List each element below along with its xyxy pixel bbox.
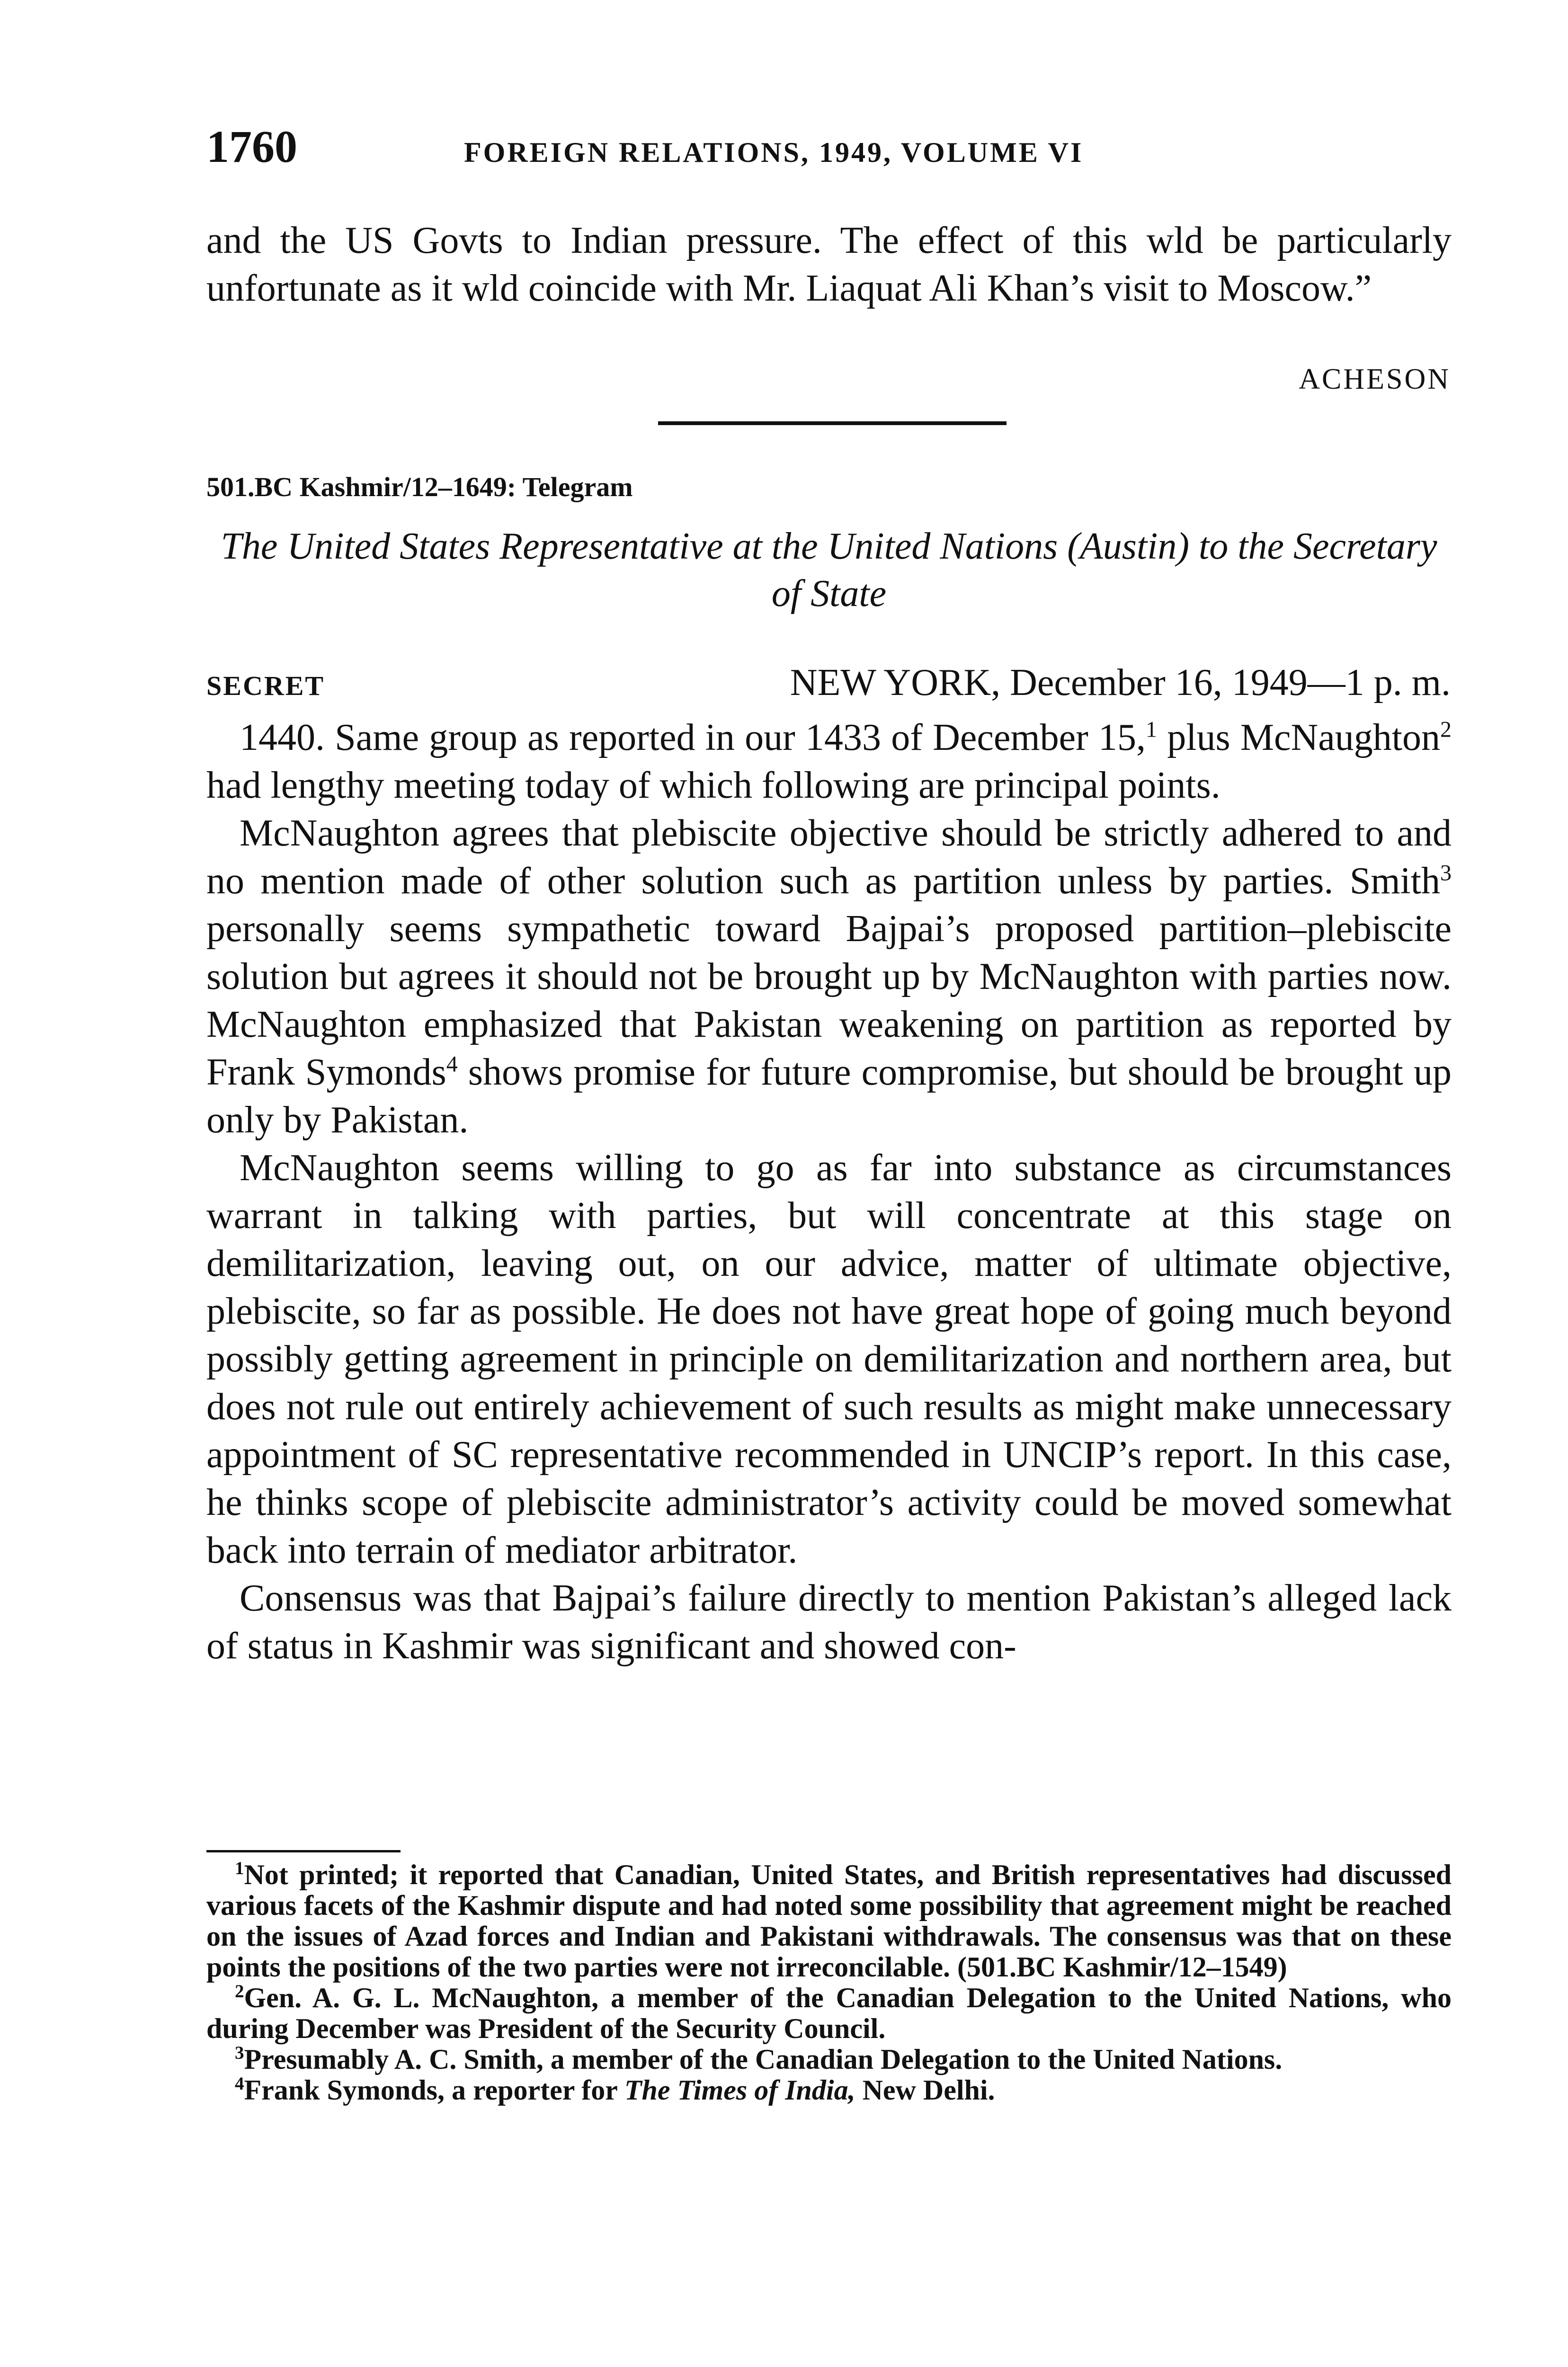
footnote-text: New Delhi. bbox=[855, 2074, 995, 2106]
footnote-text: Not printed; it reported that Canadian, United States, and British representatives had discussed various facets of the Kashmir dispute and had noted some possibility that agreement might be reached on the issues of Azad forces and Indian and Pakistani withdrawals. The consensus was that on these points the positions of the two parties were not irreconcilable. (501.BC Kashmir/12–1549) bbox=[206, 1859, 1452, 1983]
footnote-ref-4: 4 bbox=[446, 1051, 458, 1077]
footnotes bbox=[206, 1860, 1452, 2106]
signature: ACHESON bbox=[1299, 363, 1451, 395]
file-reference: 501.BC Kashmir/12–1649: Telegram bbox=[206, 472, 633, 502]
running-head: FOREIGN RELATIONS, 1949, VOLUME VI bbox=[464, 137, 1084, 168]
footnote-text: Gen. A. G. L. McNaughton, a member of the Canadian Delegation to the United Nations, who during December was President of the Security Council. bbox=[206, 1982, 1452, 2044]
paragraph-1 bbox=[206, 714, 1452, 810]
footnote-4 bbox=[206, 2075, 1452, 2106]
footnote-3 bbox=[206, 2044, 1452, 2075]
footnote-marker: 2 bbox=[235, 1981, 244, 2002]
footnote-marker: 4 bbox=[235, 2073, 244, 2094]
footnote-2 bbox=[206, 1983, 1452, 2044]
footnote-1 bbox=[206, 1860, 1452, 1983]
paragraph-2 bbox=[206, 810, 1452, 1144]
footnote-text: Frank Symonds, a reporter for bbox=[244, 2074, 624, 2106]
paragraph-2-text-c: shows promise for future compromise, but should be brought up only by Pakistan. bbox=[206, 1051, 1452, 1141]
paragraph-4: Consensus was that Bajpai’s failure directly to mention Pakistan’s alleged lack of status in Kashmir was significant and showed con- bbox=[206, 1577, 1452, 1667]
footnote-divider bbox=[206, 1850, 401, 1852]
paragraph-2-text-b: personally seems sympathetic toward Bajpai’s proposed partition–plebiscite solution but agrees it should not be brought up by McNaughton with parties now. McNaughton emphasized that Pakistan weakening on partition as reported by Frank Symonds bbox=[206, 908, 1452, 1093]
footnote-ref-3: 3 bbox=[1440, 860, 1452, 886]
continuation-paragraph bbox=[206, 217, 1452, 312]
footnote-marker: 1 bbox=[235, 1858, 244, 1878]
continuation-text: and the US Govts to Indian pressure. The effect of this wld be particularly unfortunate as it wld coincide with Mr. Liaquat Ali Khan’s visit to Moscow.” bbox=[206, 220, 1452, 309]
classification-label: SECRET bbox=[206, 670, 325, 701]
document-heading: The United States Representative at the United Nations (Austin) to the Secretary of State bbox=[221, 525, 1437, 614]
footnote-text: Presumably A. C. Smith, a member of the Canadian Delegation to the United Nations. bbox=[244, 2044, 1283, 2075]
paragraph-1-text-b: plus McNaughton bbox=[1157, 717, 1440, 758]
paragraph-1-text-c: had lengthy meeting today of which following are principal points. bbox=[206, 765, 1221, 806]
publication-title: The Times of India, bbox=[624, 2074, 855, 2106]
page-number: 1760 bbox=[206, 121, 297, 172]
dateline: NEW YORK, December 16, 1949—1 p. m. bbox=[790, 662, 1451, 703]
footnote-ref-2: 2 bbox=[1440, 717, 1452, 742]
paragraph-1-text-a: 1440. Same group as reported in our 1433 of December 15, bbox=[240, 717, 1146, 758]
paragraph-2-text-a: McNaughton agrees that plebiscite objective should be strictly adhered to and no mention made of other solution such as partition unless by parties. Smith bbox=[206, 812, 1452, 902]
telegram-body bbox=[206, 714, 1452, 1670]
footnote-ref-1: 1 bbox=[1146, 717, 1158, 742]
footnote-marker: 3 bbox=[235, 2043, 244, 2063]
section-divider bbox=[658, 421, 1007, 425]
paragraph-3: McNaughton seems willing to go as far into substance as circumstances warrant in talking with parties, but will concentrate at this stage on demilitarization, leaving out, on our advice, matter of ultimate objective, plebiscite, so far as possible. He does not have great hope of going much beyond possibly getting agreement in principle on demilitarization and northern area, but does not rule out entirely achievement of such results as might make unnecessary appointment of SC representative recommended in UNCIP’s report. In this case, he thinks scope of plebiscite administrator’s activity could be moved somewhat back into terrain of mediator arbitrator. bbox=[206, 1147, 1452, 1571]
